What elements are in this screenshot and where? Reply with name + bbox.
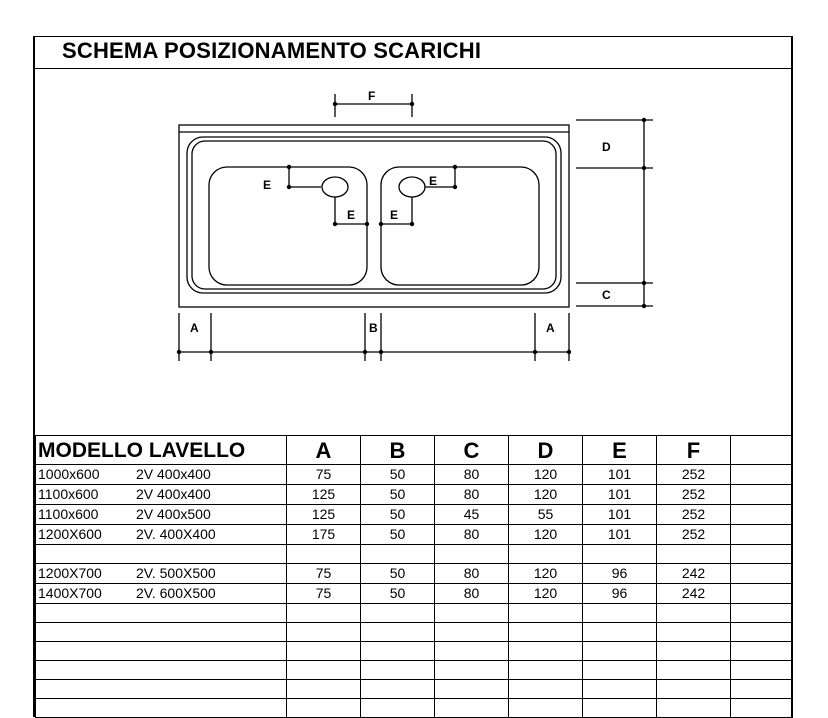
table-row — [36, 564, 793, 584]
value-cell-e: 101 — [583, 485, 657, 505]
extra-cell — [731, 642, 793, 661]
table-header-row — [36, 436, 793, 465]
extra-cell — [731, 465, 793, 485]
sink-outline — [179, 125, 569, 307]
value-cell-f — [657, 699, 731, 718]
value-cell-f: 252 — [657, 465, 731, 485]
model-cell — [36, 604, 287, 623]
model-cell — [36, 623, 287, 642]
model-cell — [36, 564, 287, 584]
value-cell-a — [287, 642, 361, 661]
value-cell-c: 80 — [435, 485, 509, 505]
value-cell-c: 80 — [435, 465, 509, 485]
model-cell — [36, 545, 287, 564]
extra-cell — [731, 584, 793, 604]
model-cell — [36, 699, 287, 718]
value-cell-d — [509, 661, 583, 680]
value-cell-a — [287, 661, 361, 680]
table-row — [36, 623, 793, 642]
value-cell-c: 80 — [435, 564, 509, 584]
model-cell — [36, 584, 287, 604]
value-cell-e — [583, 680, 657, 699]
table-row — [36, 680, 793, 699]
table-row — [36, 525, 793, 545]
model-cell — [36, 505, 287, 525]
value-cell-e: 96 — [583, 584, 657, 604]
model-cell — [36, 485, 287, 505]
model-type: 2V. 400X400 — [136, 526, 216, 542]
model-size: 1000x600 — [38, 466, 100, 482]
table-row — [36, 505, 793, 525]
value-cell-d: 120 — [509, 564, 583, 584]
dim-label-e-right-bottom: E — [390, 208, 399, 222]
col-header-b: B — [361, 436, 435, 465]
value-cell-d — [509, 604, 583, 623]
dim-label-d: D — [602, 140, 611, 154]
value-cell-e — [583, 623, 657, 642]
extra-cell — [731, 623, 793, 642]
value-cell-b — [361, 699, 435, 718]
value-cell-e: 101 — [583, 465, 657, 485]
table-row — [36, 465, 793, 485]
value-cell-d: 120 — [509, 465, 583, 485]
dim-label-a-right: A — [546, 321, 555, 335]
extra-cell — [731, 525, 793, 545]
value-cell-e — [583, 661, 657, 680]
model-type: 2V 400x500 — [136, 506, 211, 522]
dim-label-a-left: A — [190, 321, 199, 335]
sink-rim-inner — [192, 141, 556, 289]
col-header-model: MODELLO LAVELLO — [36, 436, 287, 465]
value-cell-c: 80 — [435, 584, 509, 604]
extra-cell — [731, 485, 793, 505]
value-cell-e — [583, 699, 657, 718]
dim-label-e-left-top: E — [263, 178, 272, 192]
value-cell-e: 96 — [583, 564, 657, 584]
value-cell-f: 252 — [657, 505, 731, 525]
value-cell-a — [287, 545, 361, 564]
right-drain-hole — [399, 177, 425, 197]
value-cell-c — [435, 661, 509, 680]
value-cell-c — [435, 604, 509, 623]
extra-cell — [731, 661, 793, 680]
value-cell-e: 101 — [583, 505, 657, 525]
value-cell-f — [657, 680, 731, 699]
value-cell-a: 75 — [287, 465, 361, 485]
extra-cell — [731, 604, 793, 623]
table-row — [36, 699, 793, 718]
value-cell-b: 50 — [361, 505, 435, 525]
table-row — [36, 545, 793, 564]
value-cell-b — [361, 604, 435, 623]
dim-label-e-right-top: E — [429, 174, 438, 188]
model-size: 1100x600 — [38, 486, 99, 502]
value-cell-f: 252 — [657, 485, 731, 505]
value-cell-b — [361, 680, 435, 699]
value-cell-c — [435, 623, 509, 642]
dim-label-e-left-bottom: E — [347, 208, 356, 222]
value-cell-c — [435, 545, 509, 564]
extra-cell — [731, 505, 793, 525]
col-header-d: D — [509, 436, 583, 465]
value-cell-a — [287, 604, 361, 623]
sink-drain-diagram — [33, 69, 793, 435]
value-cell-a — [287, 680, 361, 699]
table-row — [36, 604, 793, 623]
value-cell-f — [657, 604, 731, 623]
model-type: 2V. 500X500 — [136, 565, 216, 581]
value-cell-a: 125 — [287, 505, 361, 525]
value-cell-a: 125 — [287, 485, 361, 505]
model-cell — [36, 525, 287, 545]
table-row — [36, 642, 793, 661]
col-header-extra — [731, 436, 793, 465]
value-cell-f — [657, 661, 731, 680]
value-cell-e — [583, 545, 657, 564]
value-cell-c — [435, 699, 509, 718]
dim-label-f: F — [368, 89, 376, 103]
value-cell-b: 50 — [361, 584, 435, 604]
value-cell-d — [509, 545, 583, 564]
value-cell-a — [287, 699, 361, 718]
extra-cell — [731, 564, 793, 584]
extra-cell — [731, 545, 793, 564]
model-type: 2V 400x400 — [136, 466, 211, 482]
col-header-e: E — [583, 436, 657, 465]
value-cell-b: 50 — [361, 564, 435, 584]
model-cell — [36, 642, 287, 661]
sheet-title: SCHEMA POSIZIONAMENTO SCARICHI — [62, 38, 482, 63]
value-cell-e — [583, 642, 657, 661]
model-size: 1100x600 — [38, 506, 99, 522]
dim-label-b: B — [369, 321, 378, 335]
dim-label-c: C — [602, 288, 611, 302]
right-bowl — [381, 167, 539, 285]
value-cell-d: 55 — [509, 505, 583, 525]
col-header-f: F — [657, 436, 731, 465]
value-cell-a: 175 — [287, 525, 361, 545]
left-drain-hole — [322, 177, 348, 197]
value-cell-d — [509, 680, 583, 699]
table-row — [36, 485, 793, 505]
value-cell-e: 101 — [583, 525, 657, 545]
value-cell-c: 80 — [435, 525, 509, 545]
sink-rim — [187, 137, 561, 293]
value-cell-b — [361, 661, 435, 680]
value-cell-d — [509, 699, 583, 718]
model-type: 2V. 600X500 — [136, 585, 216, 601]
value-cell-b: 50 — [361, 525, 435, 545]
value-cell-b — [361, 545, 435, 564]
value-cell-c — [435, 642, 509, 661]
value-cell-a: 75 — [287, 564, 361, 584]
table-row — [36, 584, 793, 604]
col-header-a: A — [287, 436, 361, 465]
value-cell-f — [657, 642, 731, 661]
model-size: 1400X700 — [38, 585, 102, 601]
col-header-c: C — [435, 436, 509, 465]
model-size: 1200X700 — [38, 565, 102, 581]
value-cell-e — [583, 604, 657, 623]
extra-cell — [731, 699, 793, 718]
value-cell-c — [435, 680, 509, 699]
value-cell-f — [657, 623, 731, 642]
model-cell — [36, 465, 287, 485]
model-size: 1200X600 — [38, 526, 102, 542]
value-cell-a: 75 — [287, 584, 361, 604]
value-cell-a — [287, 623, 361, 642]
model-cell — [36, 661, 287, 680]
value-cell-f: 242 — [657, 584, 731, 604]
value-cell-f: 242 — [657, 564, 731, 584]
value-cell-f: 252 — [657, 525, 731, 545]
table-row — [36, 661, 793, 680]
model-cell — [36, 680, 287, 699]
value-cell-f — [657, 545, 731, 564]
value-cell-d — [509, 623, 583, 642]
value-cell-d: 120 — [509, 584, 583, 604]
model-type: 2V 400x400 — [136, 486, 211, 502]
value-cell-b — [361, 623, 435, 642]
extra-cell — [731, 680, 793, 699]
value-cell-d — [509, 642, 583, 661]
value-cell-d: 120 — [509, 525, 583, 545]
left-bowl — [209, 167, 367, 285]
value-cell-c: 45 — [435, 505, 509, 525]
value-cell-b: 50 — [361, 465, 435, 485]
value-cell-b: 50 — [361, 485, 435, 505]
sink-dimension-table — [35, 435, 793, 718]
value-cell-d: 120 — [509, 485, 583, 505]
value-cell-b — [361, 642, 435, 661]
